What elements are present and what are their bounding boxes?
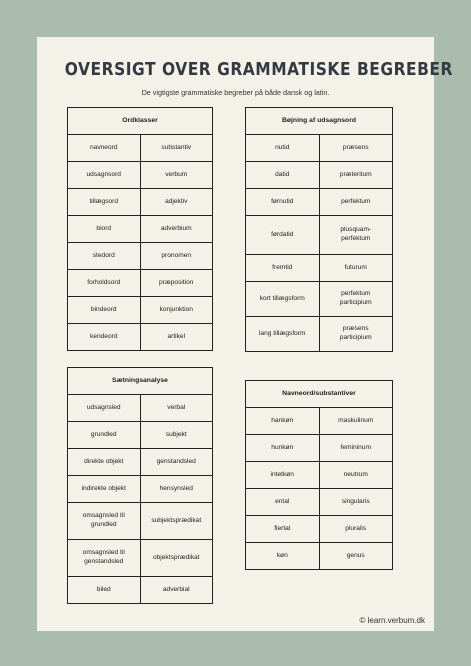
latin-term: præsens participium [319, 317, 393, 352]
danish-term: biord [68, 216, 141, 243]
latin-term: futurum [319, 255, 393, 282]
table-ordklasser [67, 107, 213, 351]
table-row [68, 270, 213, 297]
copyright-footer: © learn.verbum.dk [359, 616, 425, 625]
table-heading: Sætningsanalyse [68, 368, 213, 395]
latin-term: maskulinum [319, 408, 393, 435]
danish-term: direkte objekt [68, 449, 141, 476]
table-row [246, 317, 393, 352]
latin-term: femininum [319, 435, 393, 462]
table-heading: Ordklasser [68, 108, 213, 135]
table-row [246, 543, 393, 570]
table-row [246, 282, 393, 317]
latin-term: substantiv [140, 135, 213, 162]
table-row [68, 216, 213, 243]
latin-term: plusquam- perfektum [319, 216, 393, 255]
danish-term: datid [246, 162, 320, 189]
table-row [246, 408, 393, 435]
table-row [68, 503, 213, 540]
latin-term: præteritum [319, 162, 393, 189]
table-row [246, 489, 393, 516]
table-saetningsanalyse [67, 367, 213, 604]
latin-term: perfektum participium [319, 282, 393, 317]
danish-term: førnutid [246, 189, 320, 216]
latin-term: adverbial [140, 577, 213, 604]
table-boejning [245, 107, 393, 352]
table-row [68, 189, 213, 216]
danish-term: omsagnsled til genstandsled [68, 540, 141, 577]
latin-term: genus [319, 543, 393, 570]
latin-term: konjunktion [140, 297, 213, 324]
table-row [246, 216, 393, 255]
danish-term: indirekte objekt [68, 476, 141, 503]
worksheet [37, 37, 453, 631]
table-row [246, 435, 393, 462]
latin-term: artikel [140, 324, 213, 351]
table-row [68, 135, 213, 162]
table-row [68, 162, 213, 189]
danish-term: køn [246, 543, 320, 570]
latin-term: pluralis [319, 516, 393, 543]
latin-term: præsens [319, 135, 393, 162]
table-row [68, 324, 213, 351]
danish-term: fremtid [246, 255, 320, 282]
page-title: OVERSIGT OVER GRAMMATISKE BEGREBER [64, 59, 453, 80]
table-row [246, 189, 393, 216]
table-row [68, 476, 213, 503]
latin-term: verbal [140, 395, 213, 422]
danish-term: lang tillægsform [246, 317, 320, 352]
danish-term: stedord [68, 243, 141, 270]
danish-term: omsagnsled til grundled [68, 503, 141, 540]
danish-term: kendeord [68, 324, 141, 351]
danish-term: hankøn [246, 408, 320, 435]
danish-term: ental [246, 489, 320, 516]
table-row [246, 135, 393, 162]
danish-term: udsagnsord [68, 162, 141, 189]
table-heading: Bøjning af udsagnsord [246, 108, 393, 135]
table-row [68, 243, 213, 270]
danish-term: nutid [246, 135, 320, 162]
latin-term: perfektum [319, 189, 393, 216]
latin-term: singularis [319, 489, 393, 516]
danish-term: tillægsord [68, 189, 141, 216]
table-row [68, 395, 213, 422]
table-row [246, 162, 393, 189]
latin-term: hensynsled [140, 476, 213, 503]
latin-term: subjektsprædikat [140, 503, 213, 540]
danish-term: hunkøn [246, 435, 320, 462]
table-row [68, 422, 213, 449]
table-row [246, 255, 393, 282]
danish-term: biled [68, 577, 141, 604]
latin-term: pronomen [140, 243, 213, 270]
latin-term: verbum [140, 162, 213, 189]
danish-term: flertal [246, 516, 320, 543]
table-navneord [245, 380, 393, 570]
table-row [68, 577, 213, 604]
danish-term: førdatid [246, 216, 320, 255]
danish-term: kort tillægsform [246, 282, 320, 317]
table-row [68, 297, 213, 324]
latin-term: objektsprædikat [140, 540, 213, 577]
danish-term: udsagnsled [68, 395, 141, 422]
danish-term: forholdsord [68, 270, 141, 297]
page-subtitle: De vigtigste grammatiske begreber på både dansk og latin. [141, 88, 330, 97]
table-heading: Navneord/substantiver [246, 381, 393, 408]
danish-term: navneord [68, 135, 141, 162]
table-row [68, 540, 213, 577]
danish-term: intetkøn [246, 462, 320, 489]
latin-term: adjektiv [140, 189, 213, 216]
danish-term: grundled [68, 422, 141, 449]
latin-term: præposition [140, 270, 213, 297]
latin-term: neutrum [319, 462, 393, 489]
danish-term: bindeord [68, 297, 141, 324]
table-row [246, 462, 393, 489]
table-row [246, 516, 393, 543]
latin-term: adverbium [140, 216, 213, 243]
latin-term: genstandsled [140, 449, 213, 476]
latin-term: subjekt [140, 422, 213, 449]
table-row [68, 449, 213, 476]
